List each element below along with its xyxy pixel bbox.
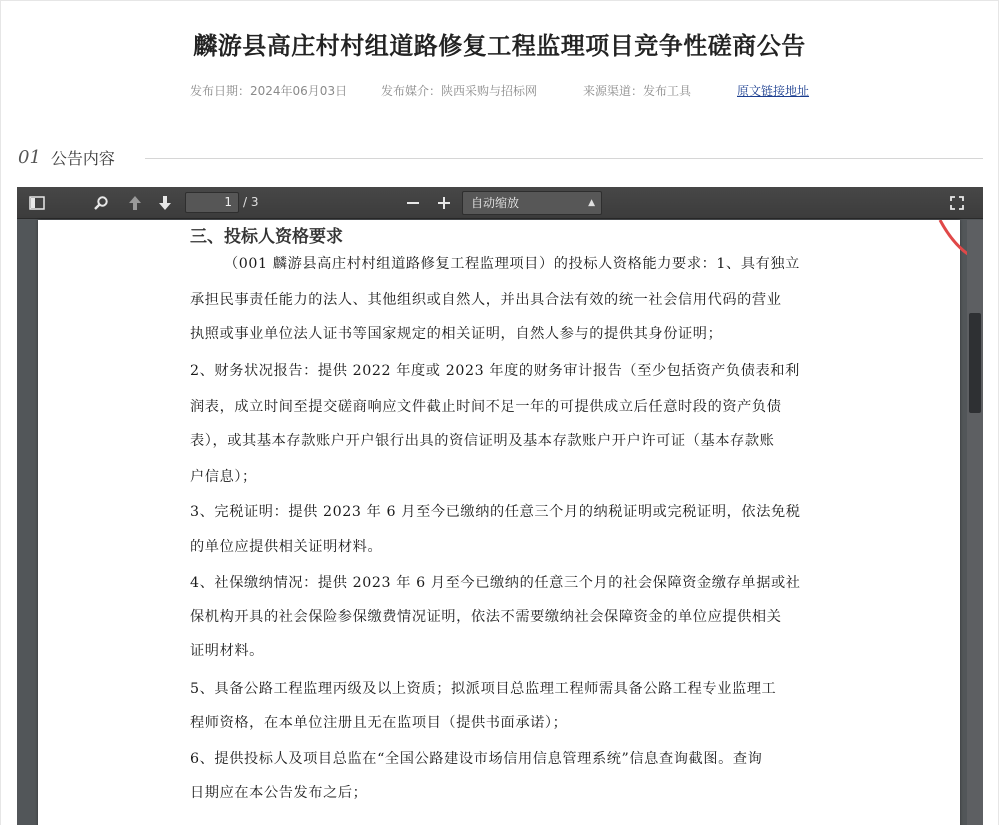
document-line: 的单位应提供相关证明材料。 <box>190 539 383 555</box>
minus-icon[interactable] <box>401 191 425 215</box>
document-line: 表），或其基本存款账户开户银行出具的资信证明及基本存款账户开户许可证（基本存款账 <box>190 433 775 449</box>
arrow-up-icon[interactable] <box>123 191 147 215</box>
document-line: 2、财务状况报告：提供 2022 年度或 2023 年度的财务审计报告（至少包括资产负债表和利 <box>190 363 800 379</box>
search-icon[interactable] <box>89 191 113 215</box>
document-line: 5、具备公路工程监理丙级及以上资质；拟派项目总监理工程师需具备公路工程专业监理工 <box>190 681 777 697</box>
document-line: 证明材料。 <box>190 643 264 659</box>
section-label: 公告内容 <box>50 148 115 168</box>
section-number: 01 <box>18 146 41 168</box>
document-line: 4、社保缴纳情况：提供 2023 年 6 月至今已缴纳的任意三个月的社会保障资金缴存单据或社 <box>190 575 801 591</box>
page-total: / 3 <box>243 195 259 209</box>
source-link[interactable]: 原文链接地址 <box>737 84 810 98</box>
zoom-select[interactable] <box>462 191 602 215</box>
document-line: 6、提供投标人及项目总监在“全国公路建设市场信用信息管理系统”信息查询截图。查询 <box>190 751 763 767</box>
document-line: 润表，成立时间至提交磋商响应文件截止时间不足一年的可提供成立后任意时段的资产负债 <box>190 399 782 415</box>
publish-date: 发布日期：2024年06月03日 <box>190 84 348 98</box>
arrow-down-icon[interactable] <box>153 191 177 215</box>
section-divider <box>145 158 983 159</box>
pdf-page <box>38 220 960 825</box>
document-line: 程师资格，在本单位注册且无在监项目（提供书面承诺）； <box>190 715 568 731</box>
scrollbar-track[interactable] <box>967 220 983 825</box>
sidebar-toggle-icon[interactable] <box>25 191 49 215</box>
fullscreen-icon[interactable] <box>945 191 969 215</box>
document-heading: 三、投标人资格要求 <box>190 227 343 247</box>
zoom-value: 自动缩放 <box>471 196 520 210</box>
document-line: （001 麟游县高庄村村组道路修复工程监理项目）的投标人资格能力要求：1、具有独立 <box>224 256 800 272</box>
plus-icon[interactable] <box>432 191 456 215</box>
document-line: 户信息）； <box>190 469 257 485</box>
chevron-updown-icon: ▲ <box>588 198 595 208</box>
document-line: 执照或事业单位法人证书等国家规定的相关证明，自然人参与的提供其身份证明； <box>190 326 723 342</box>
pdf-viewer <box>17 187 983 825</box>
document-line: 日期应在本公告发布之后； <box>190 785 368 801</box>
document-line: 3、完税证明：提供 2023 年 6 月至今已缴纳的任意三个月的纳税证明或完税证明，依法免税 <box>190 504 801 520</box>
publish-media: 发布媒介：陕西采购与招标网 <box>381 84 538 98</box>
page-number-input[interactable]: 1 <box>185 192 239 213</box>
source-channel: 来源渠道：发布工具 <box>583 84 692 98</box>
section-header <box>18 145 115 169</box>
page-title: 麟游县高庄村村组道路修复工程监理项目竞争性磋商公告 <box>193 32 806 60</box>
scrollbar-thumb[interactable] <box>969 313 981 413</box>
document-line: 承担民事责任能力的法人、其他组织或自然人，并出具合法有效的统一社会信用代码的营业 <box>190 292 782 308</box>
pdf-toolbar <box>17 187 983 219</box>
document-line: 保机构开具的社会保险参保缴费情况证明，依法不需要缴纳社会保障资金的单位应提供相关 <box>190 609 782 625</box>
